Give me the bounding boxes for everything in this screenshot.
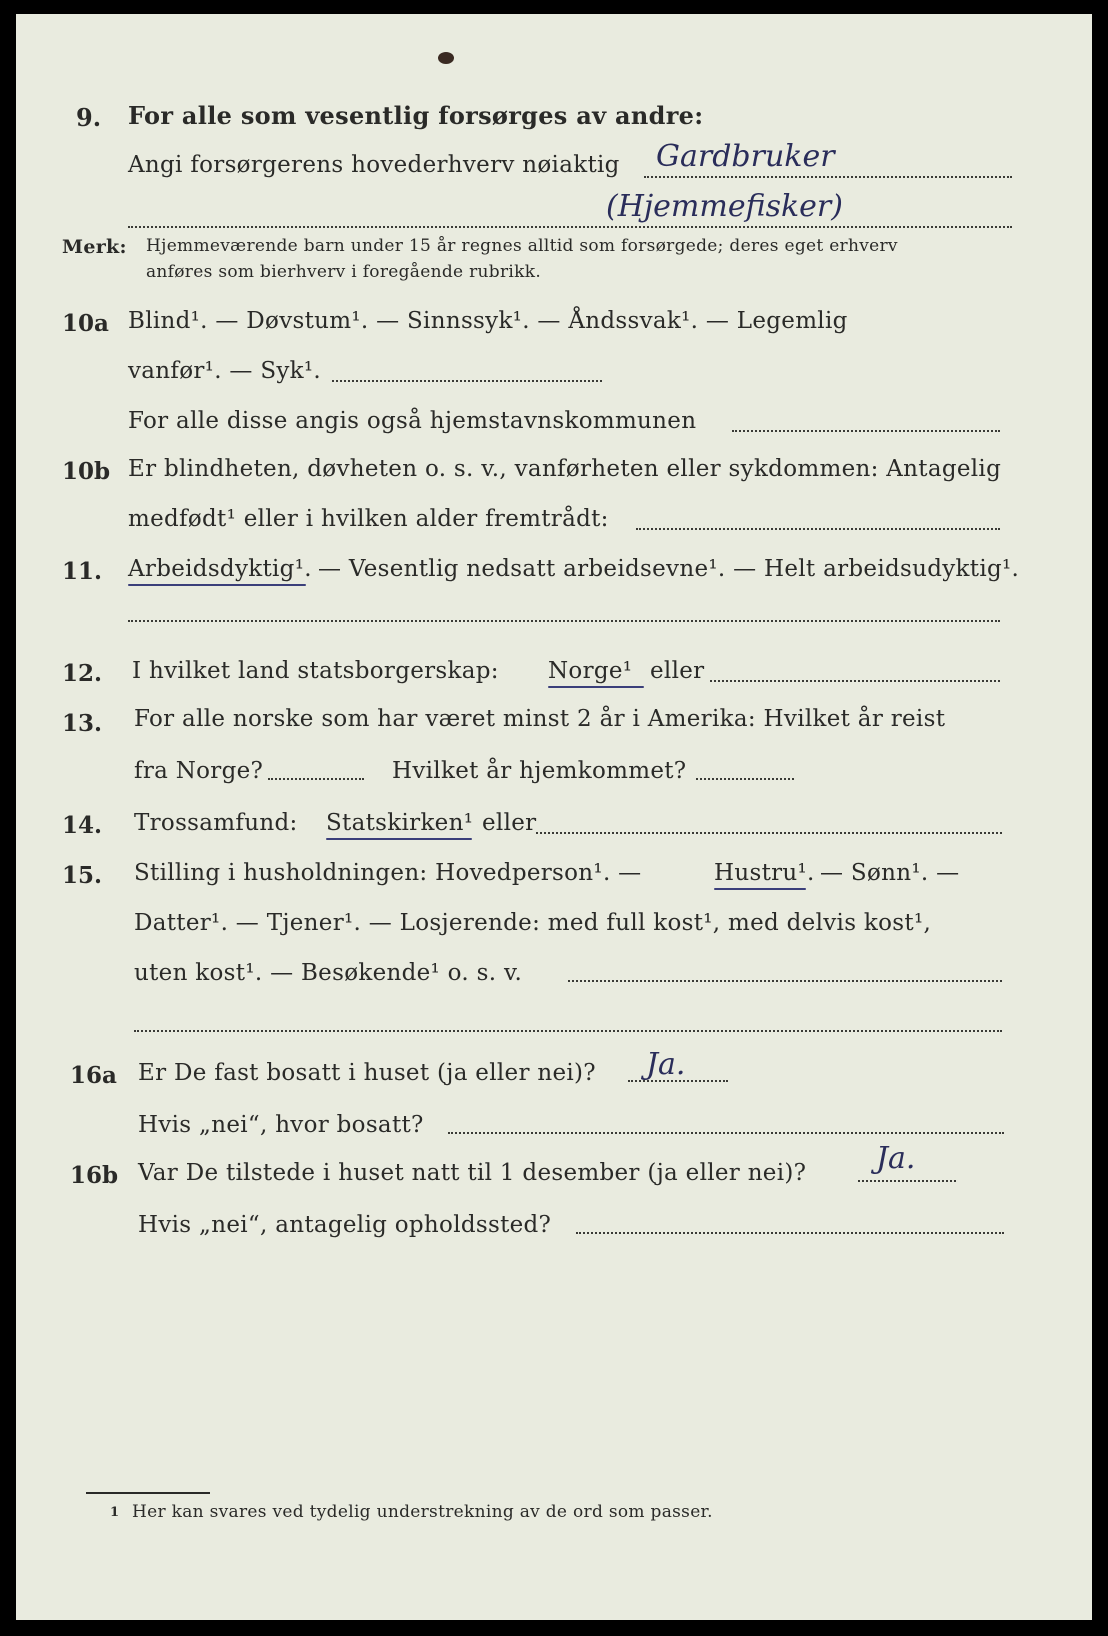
q10b-line-2: medfødt¹ eller i hvilken alder fremtrådt:	[128, 506, 609, 532]
q12-number: 12.	[62, 660, 103, 687]
q11-number: 11.	[62, 558, 103, 585]
q16a-answer: Ja.	[646, 1047, 686, 1082]
q14-answer-line	[536, 832, 1002, 834]
q16b-answer-line	[858, 1180, 956, 1182]
q10a-hometown-line	[732, 430, 1000, 432]
q15-answer-line-2	[134, 1030, 1002, 1032]
q12-answer-line	[710, 680, 1000, 682]
q14-tail: eller	[482, 810, 537, 836]
q15-answer-line	[568, 980, 1002, 982]
q10b-number: 10b	[62, 458, 111, 485]
ink-blot	[438, 52, 454, 64]
q11-underline	[128, 584, 306, 586]
merk-line-2: anføres som bierhverv i foregående rubrikk.	[146, 262, 542, 282]
q9-answer-secondary: (Hjemmefisker)	[606, 189, 843, 224]
q14-text: Trossamfund:	[134, 810, 298, 836]
q15-line-2: Datter¹. — Tjener¹. — Losjerende: med full kost¹, med delvis kost¹,	[134, 910, 932, 936]
q12-option-norge: Norge¹	[548, 658, 633, 684]
q16a-line-1: Er De fast bosatt i huset (ja eller nei)?	[138, 1060, 596, 1086]
q15-line-3: uten kost¹. — Besøkende¹ o. s. v.	[134, 960, 523, 986]
q14-option-statskirken: Statskirken¹	[326, 810, 474, 836]
q13-year-left-line	[268, 778, 364, 780]
q10a-line-3: For alle disse angis også hjemstavnskommunen	[128, 408, 697, 434]
q16b-line-1: Var De tilstede i huset natt til 1 desember (ja eller nei)?	[138, 1160, 807, 1186]
q10a-line-1: Blind¹. — Døvstum¹. — Sinnssyk¹. — Åndssvak¹. — Legemlig	[128, 308, 848, 334]
q13-line-1: For alle norske som har været minst 2 år i Amerika: Hvilket år reist	[134, 706, 946, 732]
q11-answer-line	[128, 620, 1000, 622]
q15-line-1b: — Sønn¹. —	[820, 860, 960, 886]
q11-option-arbeidsdyktig: Arbeidsdyktig¹.	[128, 556, 312, 582]
q9-number: 9.	[76, 103, 102, 132]
q13-year-returned-line	[696, 778, 794, 780]
q12-text: I hvilket land statsborgerskap:	[132, 658, 499, 684]
q16b-location-line	[576, 1232, 1004, 1234]
q13-number: 13.	[62, 710, 103, 737]
q14-underline	[326, 838, 472, 840]
q10a-line-2: vanfør¹. — Syk¹.	[128, 358, 322, 384]
q15-underline	[714, 888, 806, 890]
q10a-answer-line	[332, 380, 602, 382]
q15-line-1a: Stilling i husholdningen: Hovedperson¹. —	[134, 860, 642, 886]
q13-line-2b: Hvilket år hjemkommet?	[392, 758, 687, 784]
q16b-line-2: Hvis „nei“, antagelig opholdssted?	[138, 1212, 552, 1238]
q16a-number: 16a	[70, 1062, 117, 1089]
footnote-text: Her kan svares ved tydelig understrekning av de ord som passer.	[132, 1502, 713, 1522]
merk-label: Merk:	[62, 236, 127, 258]
q16a-answer-line	[628, 1080, 728, 1082]
q9-answer-occupation: Gardbruker	[656, 139, 835, 174]
q12-underline	[548, 686, 644, 688]
q11-rest: — Vesentlig nedsatt arbeidsevne¹. — Helt arbeidsudyktig¹.	[318, 556, 1020, 582]
q14-number: 14.	[62, 812, 103, 839]
q10a-number: 10a	[62, 310, 109, 337]
q9-answer-line-2	[128, 226, 1012, 228]
q10b-answer-line	[636, 528, 1000, 530]
q16a-line-2: Hvis „nei“, hvor bosatt?	[138, 1112, 424, 1138]
q16b-number: 16b	[70, 1162, 119, 1189]
q9-prompt: Angi forsørgerens hovederhverv nøiaktig	[128, 152, 620, 178]
q13-line-2a: fra Norge?	[134, 758, 264, 784]
merk-line-1: Hjemmeværende barn under 15 år regnes alltid som forsørgede; deres eget erhverv	[146, 236, 898, 256]
footnote-rule	[86, 1492, 210, 1494]
q9-answer-line-1	[644, 176, 1012, 178]
q16b-answer: Ja.	[876, 1141, 916, 1176]
q9-heading: For alle som vesentlig forsørges av andre:	[128, 101, 704, 130]
footnote-mark: 1	[110, 1505, 120, 1520]
q10b-line-1: Er blindheten, døvheten o. s. v., vanførheten eller sykdommen: Antagelig	[128, 456, 1002, 482]
q15-option-hustru: Hustru¹.	[714, 860, 815, 886]
q12-tail: eller	[650, 658, 705, 684]
q16a-residence-line	[448, 1132, 1004, 1134]
census-form-page	[16, 14, 1092, 1620]
q15-number: 15.	[62, 862, 103, 889]
